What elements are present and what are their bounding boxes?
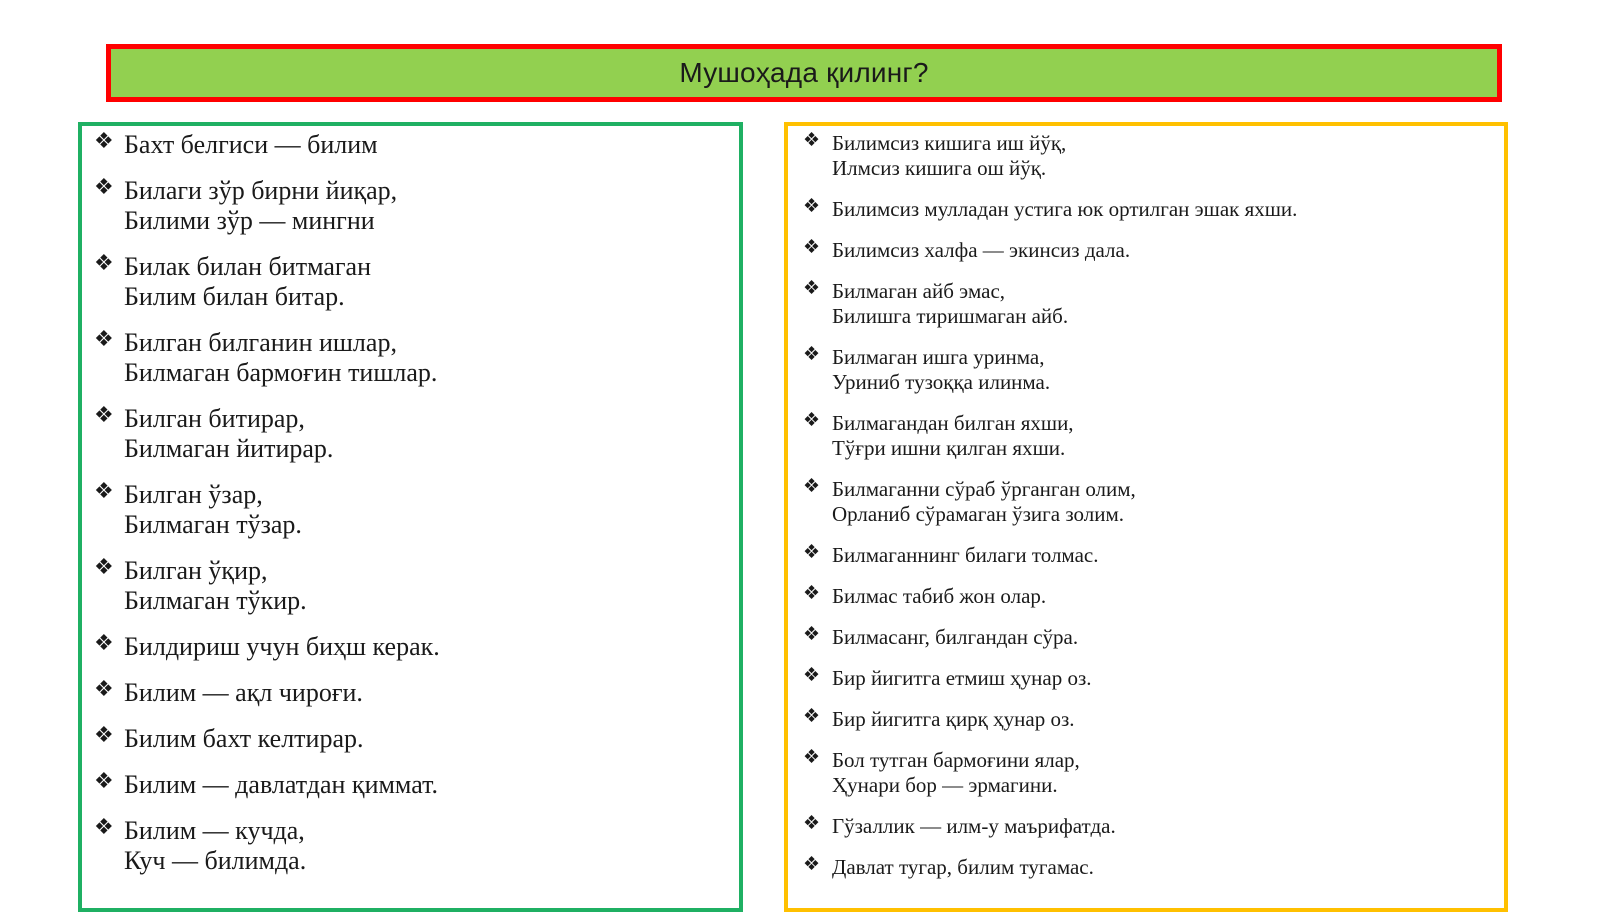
proverb-line: Орланиб сўрамаган ўзига золим. (832, 502, 1125, 526)
four-diamond-bullet-icon: ❖ (803, 130, 821, 151)
four-diamond-bullet-icon: ❖ (803, 278, 821, 299)
proverb-line: Билмагандан билган яхши, (832, 411, 1074, 435)
four-diamond-bullet-icon: ❖ (803, 706, 821, 727)
proverb-item (94, 770, 739, 800)
four-diamond-bullet-icon: ❖ (803, 624, 821, 645)
proverb-item (803, 477, 1504, 527)
four-diamond-bullet-icon: ❖ (94, 402, 114, 427)
proverb-text (832, 584, 1504, 609)
proverb-item (803, 131, 1504, 181)
proverb-line: Билак билан битмаган (124, 252, 371, 281)
proverb-text (124, 176, 739, 236)
four-diamond-bullet-icon: ❖ (803, 747, 821, 768)
four-diamond-bullet-icon: ❖ (94, 554, 114, 579)
proverb-text (832, 543, 1504, 568)
proverb-line: Билимсиз халфа — экинсиз дала. (832, 238, 1131, 262)
proverb-line: Билим — кучда, (124, 816, 305, 845)
proverb-line: Билмаган айб эмас, (832, 279, 1006, 303)
proverb-item (94, 130, 739, 160)
title-banner (106, 44, 1502, 102)
proverb-line: Билмаганнинг билаги толмас. (832, 543, 1099, 567)
proverb-line: Билмаганни сўраб ўрганган олим, (832, 477, 1136, 501)
proverb-text (832, 855, 1504, 880)
proverb-line: Билимсиз кишига иш йўқ, (832, 131, 1067, 155)
proverb-line: Билмаган ишга уринма, (832, 345, 1045, 369)
four-diamond-bullet-icon: ❖ (94, 128, 114, 153)
proverb-line: Билмаган тўзар. (124, 510, 302, 539)
proverb-line: Билимсиз мулладан устига юк ортилган эшак яхши. (832, 197, 1298, 221)
proverb-item (803, 411, 1504, 461)
four-diamond-bullet-icon: ❖ (803, 854, 821, 875)
proverb-item (94, 480, 739, 540)
proverb-item (94, 176, 739, 236)
proverb-line: Билган билганин ишлар, (124, 328, 397, 357)
proverb-line: Билим билан битар. (124, 282, 345, 311)
proverb-line: Бир йигитга етмиш ҳунар оз. (832, 666, 1092, 690)
proverb-text (124, 632, 739, 662)
proverb-item (94, 556, 739, 616)
proverb-text (124, 678, 739, 708)
four-diamond-bullet-icon: ❖ (803, 344, 821, 365)
proverb-line: Билими зўр — мингни (124, 206, 375, 235)
four-diamond-bullet-icon: ❖ (803, 813, 821, 834)
proverb-text (124, 770, 739, 800)
proverb-line: Бир йигитга қирқ ҳунар оз. (832, 707, 1075, 731)
proverb-line: Билган ўзар, (124, 480, 263, 509)
proverb-item (803, 666, 1504, 691)
proverb-item (803, 625, 1504, 650)
left-proverbs-list (82, 126, 739, 876)
proverb-text (832, 814, 1504, 839)
page-title: Мушоҳада қилинг? (679, 57, 929, 88)
four-diamond-bullet-icon: ❖ (803, 196, 821, 217)
proverb-item (94, 724, 739, 754)
proverb-text (832, 197, 1504, 222)
proverb-text (124, 480, 739, 540)
proverb-item (803, 238, 1504, 263)
proverb-item (803, 197, 1504, 222)
proverb-line: Билмасанг, билгандан сўра. (832, 625, 1079, 649)
proverb-line: Билмаган бармоғин тишлар. (124, 358, 438, 387)
proverb-text (124, 556, 739, 616)
four-diamond-bullet-icon: ❖ (94, 768, 114, 793)
proverb-text (832, 666, 1504, 691)
proverb-line: Билдириш учун биҳш керак. (124, 632, 440, 661)
proverb-text (832, 238, 1504, 263)
proverb-item (803, 279, 1504, 329)
proverb-line: Билган ўқир, (124, 556, 268, 585)
proverb-text (124, 816, 739, 876)
proverb-line: Билмаган тўкир. (124, 586, 307, 615)
proverb-item (803, 814, 1504, 839)
right-proverbs-list (788, 126, 1504, 880)
right-proverbs-panel (784, 122, 1508, 912)
proverb-text (832, 131, 1504, 181)
four-diamond-bullet-icon: ❖ (94, 676, 114, 701)
proverb-item (803, 707, 1504, 732)
proverb-item (803, 855, 1504, 880)
proverb-text (832, 625, 1504, 650)
proverb-text (832, 477, 1504, 527)
proverb-text (124, 404, 739, 464)
proverb-text (124, 328, 739, 388)
proverb-item (94, 816, 739, 876)
proverb-item (803, 584, 1504, 609)
proverb-line: Тўғри ишни қилган яхши. (832, 436, 1066, 460)
proverb-text (124, 724, 739, 754)
four-diamond-bullet-icon: ❖ (803, 410, 821, 431)
four-diamond-bullet-icon: ❖ (94, 250, 114, 275)
proverb-text (832, 279, 1504, 329)
proverb-item (803, 543, 1504, 568)
proverb-line: Гўзаллик — илм-у маърифатда. (832, 814, 1116, 838)
proverb-item (94, 328, 739, 388)
four-diamond-bullet-icon: ❖ (94, 630, 114, 655)
proverb-line: Билим — ақл чироғи. (124, 678, 363, 707)
proverb-line: Билган битирар, (124, 404, 305, 433)
proverb-text (124, 252, 739, 312)
proverb-line: Билим бахт келтирар. (124, 724, 364, 753)
four-diamond-bullet-icon: ❖ (803, 665, 821, 686)
four-diamond-bullet-icon: ❖ (94, 478, 114, 503)
proverb-item (94, 252, 739, 312)
proverb-item (803, 748, 1504, 798)
proverb-line: Бахт белгиси — билим (124, 130, 378, 159)
proverb-item (94, 404, 739, 464)
proverb-item (803, 345, 1504, 395)
proverb-line: Билаги зўр бирни йиқар, (124, 176, 398, 205)
proverb-line: Билишга тиришмаган айб. (832, 304, 1069, 328)
proverb-line: Уриниб тузоққа илинма. (832, 370, 1051, 394)
proverb-line: Куч — билимда. (124, 846, 307, 875)
four-diamond-bullet-icon: ❖ (803, 237, 821, 258)
four-diamond-bullet-icon: ❖ (803, 542, 821, 563)
four-diamond-bullet-icon: ❖ (803, 583, 821, 604)
four-diamond-bullet-icon: ❖ (94, 174, 114, 199)
proverb-item (94, 632, 739, 662)
proverb-line: Билим — давлатдан қиммат. (124, 770, 438, 799)
proverb-item (94, 678, 739, 708)
four-diamond-bullet-icon: ❖ (94, 326, 114, 351)
proverb-line: Бол тутган бармоғини ялар, (832, 748, 1080, 772)
proverb-line: Илмсиз кишига ош йўқ. (832, 156, 1047, 180)
proverb-line: Ҳунари бор — эрмагини. (832, 773, 1058, 797)
proverb-line: Билмаган йитирар. (124, 434, 334, 463)
proverb-line: Билмас табиб жон олар. (832, 584, 1047, 608)
four-diamond-bullet-icon: ❖ (94, 814, 114, 839)
left-proverbs-panel (78, 122, 743, 912)
proverb-text (832, 411, 1504, 461)
proverb-text (124, 130, 739, 160)
proverb-text (832, 345, 1504, 395)
proverb-text (832, 707, 1504, 732)
proverb-text (832, 748, 1504, 798)
four-diamond-bullet-icon: ❖ (94, 722, 114, 747)
proverb-line: Давлат тугар, билим тугамас. (832, 855, 1094, 879)
four-diamond-bullet-icon: ❖ (803, 476, 821, 497)
